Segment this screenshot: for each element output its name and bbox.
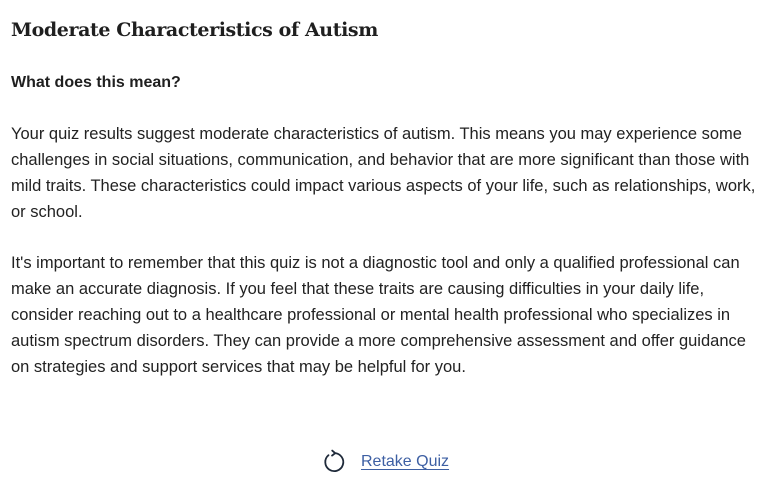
result-subheading: What does this mean? <box>11 74 181 91</box>
refresh-icon <box>320 449 346 475</box>
result-title: Moderate Characteristics of Autism <box>11 19 378 41</box>
result-paragraph: It's important to remember that this quiz is not a diagnostic tool and only a qualified professional can make an accurate diagnosis. If you feel that these traits are causing difficulties in your daily life, consider reaching out to a healthcare professional or mental health professional who specializes in autism spectrum disorders. They can provide a more comprehensive assessment and offer guidance on strategies and support services that may be helpful for you. <box>11 254 746 376</box>
result-paragraph: Your quiz results suggest moderate characteristics of autism. This means you may experience some challenges in social situations, communication, and behavior that are more significant than those with mild traits. These characteristics could impact various aspects of your life, such as relationships, work, or school. <box>11 125 756 221</box>
retake-quiz-link[interactable]: Retake Quiz <box>361 453 450 470</box>
retake-quiz-button[interactable] <box>320 446 449 478</box>
